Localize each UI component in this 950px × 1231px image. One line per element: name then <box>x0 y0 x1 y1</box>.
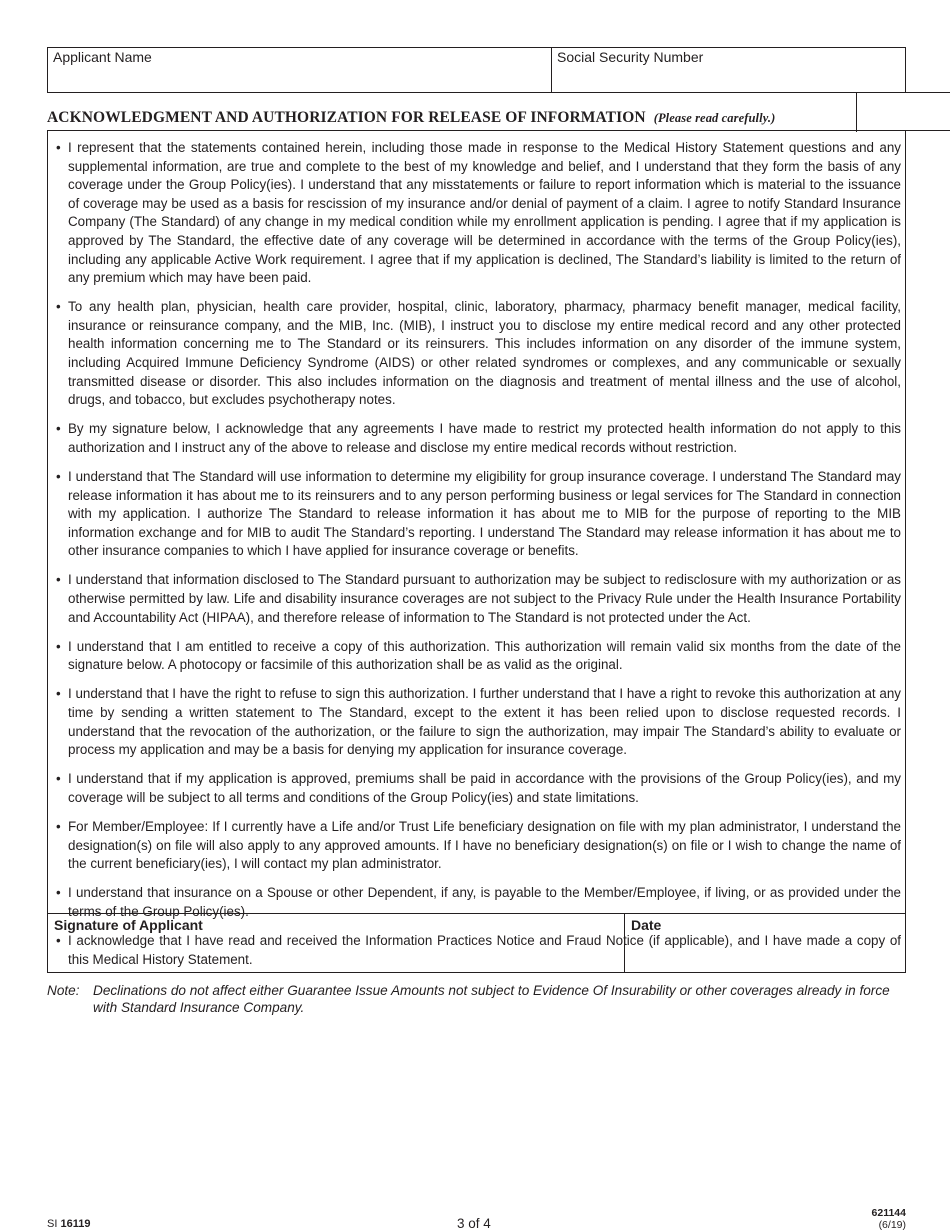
bullet-icon: • <box>56 819 61 834</box>
form-number: 621144 <box>871 1207 906 1219</box>
authorization-text: I understand that information disclosed to The Standard pursuant to authorization may be subject to redisclosure with my authorization or as otherwise permitted by law. Life and disability insurance coverages are not subject to the Privacy Rule under the Health Insurance Portability and Accountability Act (HIPAA), and therefore release of information to The Standard is not protected under the Act. <box>68 572 901 625</box>
bullet-icon: • <box>56 932 61 948</box>
authorization-item <box>56 468 901 561</box>
authorization-text: I acknowledge that I have read and received the Information Practices Notice and Fraud Notice (if applicable), and I have made a copy of this Medical History Statement. <box>68 932 901 967</box>
authorization-item <box>56 818 901 874</box>
ssn-label: Social Security Number <box>557 49 704 65</box>
authorization-item <box>56 420 901 457</box>
ssn-field[interactable] <box>552 48 905 92</box>
authorization-text: I understand that I have the right to refuse to sign this authorization. I further understand that I have a right to revoke this authorization at any time by sending a written statement to The Standard, except to the extent it has been relied upon to disclose requested records. I understand that the revocation of the authorization, or the failure to sign the authorization, may impair The Standard’s ability to evaluate or process my application and may be a basis for denying my application for insurance coverage. <box>68 686 901 758</box>
applicant-name-field[interactable] <box>48 48 552 92</box>
authorization-text: I represent that the statements contained herein, including those made in response to the Medical History Statement questions and any supplemental information, are true and complete to the best of my knowledge and belief, and I understand that they form the basis of any coverage under the Group Policy(ies). I understand that any misstatements or failure to report information which is material to the issuance of coverage may be used as a basis for rescission of my insurance and/or denial of payment of a claim. I agree to notify Standard Insurance Company (The Standard) of any change in my medical condition while my enrollment application is pending. I agree that if my application is approved by The Standard, the effective date of any coverage will be determined in accordance with the terms of the Group Policy(ies), including any applicable Active Work requirement. I agree that if my application is declined, The Standard’s liability is limited to the return of any premium which may have been paid. <box>68 140 901 286</box>
authorization-text: I understand that I am entitled to receive a copy of this authorization. This authorization will remain valid six months from the date of the signature below. A photocopy or facsimile of this authorization shall be as valid as the original. <box>68 638 901 673</box>
bullet-icon: • <box>56 638 61 654</box>
declination-note <box>47 982 909 1016</box>
authorization-text: I understand that insurance on a Spouse or other Dependent, if any, is payable to the Member/Employee, if living, or as provided under the terms of the Group Policy(ies). <box>68 885 901 919</box>
authorization-text: I understand that if my application is approved, premiums shall be paid in accordance with the provisions of the Group Policy(ies), and my coverage will be subject to all terms and conditions of the Group Policy(ies) and state limitations. <box>68 771 901 805</box>
note-label: Note: <box>47 983 80 998</box>
signature-field[interactable] <box>48 914 625 972</box>
margin-rule-bottom <box>906 130 950 131</box>
authorization-text: For Member/Employee: If I currently have a Life and/or Trust Life beneficiary designation on file with my plan administrator, I understand the designation(s) on file will also apply to any approved amounts. If I have no beneficiary designation(s) on file or I wish to change the name of the current beneficiary(ies), I will contact my plan administrator. <box>68 819 901 872</box>
date-field[interactable] <box>625 914 905 972</box>
date-label: Date <box>631 917 662 933</box>
authorization-item <box>56 685 901 759</box>
authorization-item <box>56 139 901 288</box>
bullet-icon: • <box>56 572 61 588</box>
authorization-text: To any health plan, physician, health care provider, hospital, clinic, laboratory, pharmacy, pharmacy benefit manager, medical facility, insurance or reinsurance company, and the MIB, Inc. (MIB), I instruct you to disclose my entire medical record and any other protected health information concerning me to The Standard or its reinsurers. This includes information on any disorder of the immune system, including Acquired Immune Deficiency Syndrome (AIDS) or other related syndromes or complexes, and any communicable or sexually transmitted disease or disorder. This also includes information on the diagnosis and treatment of mental illness and the use of alcohol, drugs, and tobacco, but excludes psychotherapy notes. <box>68 299 901 408</box>
bullet-icon: • <box>56 421 61 437</box>
authorization-item <box>56 571 901 627</box>
bullet-icon: • <box>56 299 61 315</box>
authorization-text: I understand that The Standard will use information to determine my eligibility for group insurance coverage. I understand The Standard may release information it has about me to its reinsurers and to any person performing business or legal services for The Standard in connection with my application. I authorize The Standard to release information it has about me to MIB for the purpose of reporting to the MIB information exchange and for MIB to audit The Standard’s reporting. I understand The Standard may release information it has about me to other insurance companies to which I have applied for insurance coverage or benefits. <box>68 469 901 559</box>
bullet-icon: • <box>56 686 61 702</box>
si-number: 16119 <box>60 1218 91 1230</box>
authorization-list <box>48 131 905 969</box>
margin-rule-top <box>856 92 950 93</box>
signature-row <box>48 913 905 972</box>
authorization-item <box>56 638 901 675</box>
margin-rule-vertical <box>856 92 857 132</box>
page-number: 3 of 4 <box>457 1216 491 1231</box>
signature-label: Signature of Applicant <box>54 917 203 933</box>
authorization-item <box>56 770 901 807</box>
si-prefix: SI <box>47 1218 58 1230</box>
authorization-text: By my signature below, I acknowledge that any agreements I have made to restrict my protected health information do not apply to this authorization and I instruct any of the above to release and disclose my entire medical records without restriction. <box>68 421 901 455</box>
authorization-box <box>47 130 906 973</box>
footer-si-code <box>47 1218 90 1230</box>
section-title: ACKNOWLEDGMENT AND AUTHORIZATION FOR RELEASE OF INFORMATION <box>47 109 646 126</box>
bullet-icon: • <box>56 885 61 901</box>
bullet-icon: • <box>56 771 61 787</box>
form-date: (6/19) <box>878 1219 906 1231</box>
bullet-icon: • <box>56 140 61 155</box>
section-heading <box>47 109 852 127</box>
applicant-name-label: Applicant Name <box>53 49 152 65</box>
bullet-icon: • <box>56 469 61 484</box>
footer-form-info <box>872 1207 906 1231</box>
section-title-note: (Please read carefully.) <box>653 111 776 125</box>
note-text: Declinations do not affect either Guarantee Issue Amounts not subject to Evidence Of Insurability or other coverages already in force with Standard Insurance Company. <box>93 983 890 1015</box>
authorization-item <box>56 298 901 410</box>
applicant-info-box <box>47 47 906 93</box>
